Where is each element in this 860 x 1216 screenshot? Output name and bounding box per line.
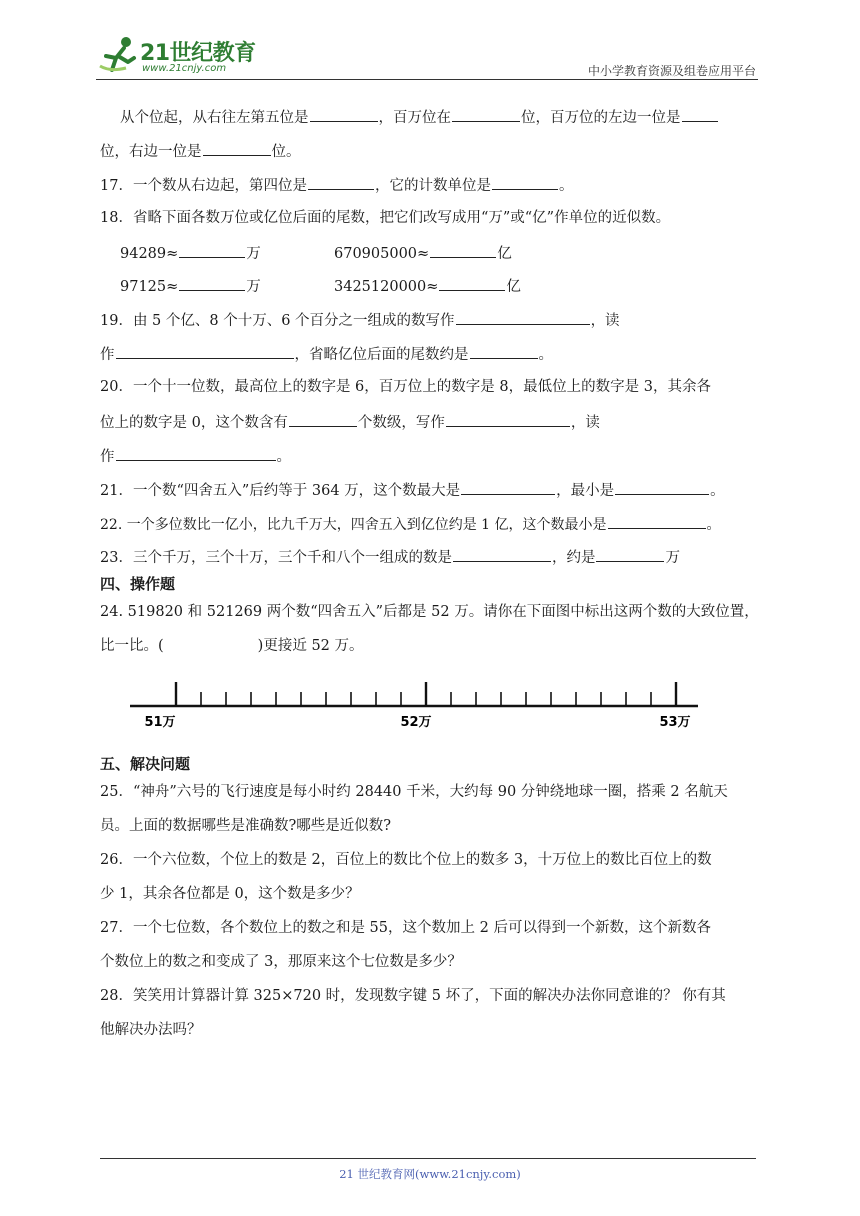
q18-item-1: 94289≈ 万 (120, 242, 261, 264)
header-platform-name: 中小学教育资源及组卷应用平台 (587, 64, 756, 78)
footer-divider (100, 1158, 756, 1159)
question-25-line2: 员。上面的数据哪些是准确数?哪些是近似数? (100, 818, 392, 834)
question-22: 22. 一个多位数比一亿小，比九千万大，四舍五入到亿位约是 1 亿，这个数最小是 。 (100, 513, 721, 535)
answer-blank[interactable] (453, 546, 551, 562)
answer-blank[interactable] (203, 140, 271, 156)
question-24-line2: 比一比。( )更接近 52 万。 (100, 638, 364, 654)
q16-line2: 位，右边一位是 位。 (100, 140, 301, 162)
label-52: 52万 (400, 715, 432, 730)
answer-blank[interactable] (439, 275, 505, 291)
question-21: 21．一个数“四舍五入”后约等于 364 万，这个数最大是 ，最小是 。 (100, 479, 725, 501)
answer-blank[interactable] (456, 309, 590, 325)
question-20-line1: 20．一个十一位数，最高位上的数字是 6，百万位上的数字是 8，最低位上的数字是 3，其余各 (100, 379, 711, 395)
question-19-line2: 作 ，省略亿位后面的尾数约是 。 (100, 343, 553, 365)
logo-url: www.21cnjy.com (142, 63, 227, 74)
answer-blank[interactable] (289, 411, 357, 427)
answer-blank[interactable] (116, 343, 294, 359)
answer-blank[interactable] (596, 546, 664, 562)
answer-blank[interactable] (470, 343, 538, 359)
q18-item-3: 97125≈ 万 (120, 275, 261, 297)
answer-blank[interactable] (608, 513, 706, 529)
answer-blank[interactable] (310, 106, 378, 122)
question-17: 17．一个数从右边起，第四位是 ，它的计数单位是 。 (100, 174, 573, 196)
page-header (96, 34, 758, 82)
number-line-ticks (176, 682, 676, 706)
answer-blank[interactable] (452, 106, 520, 122)
question-28-line1: 28．笑笑用计算器计算 325×720 时，发现数字键 5 坏了，下面的解决办法你同意谁的？ 你有其 (100, 988, 726, 1004)
q18-item-2: 670905000≈ 亿 (334, 242, 512, 264)
answer-blank[interactable] (446, 411, 570, 427)
number-line-diagram (120, 672, 710, 732)
question-20-line2: 位上的数字是 0，这个数含有 个数级，写作 ，读 (100, 411, 600, 433)
question-28-line2: 他解决办法吗？ (100, 1022, 202, 1038)
q16-line1: 从个位起，从右往左第五位是 ，百万位在 位，百万位的左边一位是 (120, 106, 719, 128)
site-logo (96, 36, 266, 76)
label-51: 51万 (144, 715, 176, 730)
section-5-heading: 五、解决问题 (100, 755, 191, 773)
answer-blank[interactable] (116, 445, 276, 461)
answer-blank[interactable] (308, 174, 374, 190)
question-26-line1: 26．一个六位数，个位上的数是 2，百位上的数比个位上的数多 3，十万位上的数比百位上的数 (100, 852, 712, 868)
question-19-line1: 19．由 5 个亿、8 个十万、6 个百分之一组成的数写作 ，读 (100, 309, 620, 331)
answer-blank[interactable] (430, 242, 496, 258)
runner-logo-icon (96, 36, 140, 76)
question-23: 23．三个千万，三个十万，三个千和八个一组成的数是 ，约是 万 (100, 546, 680, 568)
answer-blank[interactable] (492, 174, 558, 190)
header-divider (96, 79, 758, 80)
question-27-line1: 27．一个七位数，各个数位上的数之和是 55，这个数加上 2 后可以得到一个新数，这个新数各 (100, 920, 711, 936)
question-25-line1: 25．“神舟”六号的飞行速度是每小时约 28440 千米，大约每 90 分钟绕地球一圈，搭乘 2 名航天 (100, 784, 728, 800)
question-24-line1: 24. 519820 和 521269 两个数“四舍五入”后都是 52 万。请你在下面图中标出这两个数的大致位置， (100, 604, 759, 620)
logo-text: 21世纪教育 (140, 41, 256, 66)
question-20-line3: 作 。 (100, 445, 291, 467)
q18-item-4: 3425120000≈ 亿 (334, 275, 521, 297)
answer-blank[interactable] (179, 242, 245, 258)
label-53: 53万 (659, 715, 691, 730)
question-26-line2: 少 1，其余各位都是 0，这个数是多少？ (100, 886, 360, 902)
answer-blank[interactable] (461, 479, 555, 495)
answer-blank[interactable] (682, 106, 718, 122)
page-footer: 21 世纪教育网(www.21cnjy.com) (339, 1167, 521, 1181)
answer-blank[interactable] (179, 275, 245, 291)
section-4-heading: 四、操作题 (100, 575, 176, 593)
answer-blank[interactable] (615, 479, 709, 495)
question-27-line2: 个数位上的数之和变成了 3，那原来这个七位数是多少？ (100, 954, 462, 970)
question-18: 18．省略下面各数万位或亿位后面的尾数，把它们改写成用“万”或“亿”作单位的近似数。 (100, 210, 671, 226)
